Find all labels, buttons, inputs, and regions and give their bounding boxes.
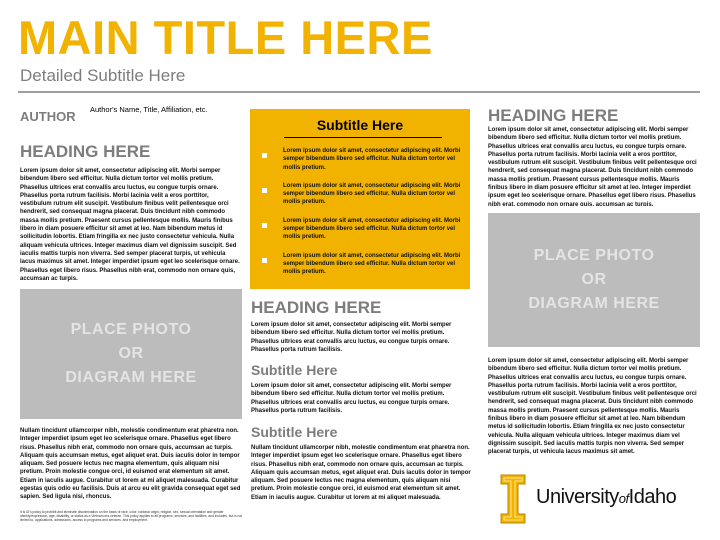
list-item [262, 147, 462, 172]
photo-label-line2: OR [118, 345, 144, 362]
author-info: Author's Name, Title, Affiliation, etc. [90, 105, 208, 114]
highlight-box [250, 109, 470, 289]
header-divider [18, 91, 700, 93]
photo-label-line2: OR [581, 271, 607, 288]
author-label: AUTHOR [20, 109, 76, 124]
col1-photo-placeholder [20, 289, 242, 419]
col2-heading: HEADING HERE [251, 298, 382, 317]
bullet-list [262, 147, 462, 287]
wordmark-part: Idaho [628, 486, 677, 508]
fineprint: It is UI's policy to prohibit and eliminate discrimination on the basis of race, color, national origin, religion, sex, sexual orientation and gender identity/expression, age, disability, or status as a Vietnam-era veteran. This policy applies to all programs, services, and facilities, and includes, but is not limited to, applications, admissions, access to programs and services, and employment. [20, 510, 243, 523]
photo-label-line3: DIAGRAM HERE [65, 369, 197, 386]
col2-subtitle-1: Subtitle Here [251, 362, 338, 378]
bullet-square-icon [262, 153, 267, 158]
list-item [262, 217, 462, 242]
bullet-square-icon [262, 258, 267, 263]
bullet-text: Lorem ipsum dolor sit amet, consectetur adipiscing elit. Morbi semper bibendum libero sed efficitur. Nulla dictum tortor vel mollis pretium. [283, 217, 461, 241]
wordmark-part: University [536, 486, 619, 508]
main-subtitle: Detailed Subtitle Here [20, 66, 186, 85]
wordmark-part: of [618, 491, 629, 506]
bullet-square-icon [262, 223, 267, 228]
university-i-logo-icon [500, 474, 526, 524]
bullet-text: Lorem ipsum dolor sit amet, consectetur adipiscing elit. Morbi semper bibendum libero sed efficitur. Nulla dictum tortor vel mollis pretium. [283, 148, 461, 171]
col2-subtitle-2: Subtitle Here [251, 424, 338, 440]
list-item [262, 252, 462, 277]
bullet-square-icon [262, 188, 267, 193]
highlight-box-rule [284, 137, 442, 138]
col3-heading: HEADING HERE [488, 106, 619, 125]
col1-heading: HEADING HERE [20, 142, 151, 161]
col2-body-3: Nullam tincidunt ullamcorper nibh, molestie condimentum erat pharetra non. Integer imperdiet ipsum eget leo scelerisque ornare. Phasellus eget libero risus. Phasellus nibh erat, commodo non ornare quis, accumsan ac turpis. Aliquam quis accumsan metus, eget aliquet erat. Duis iaculis dolor in tempor aliquam. Sed posuere lectus nec magna elementum, quis aliquam nisi pretium. Proin molestie congue orci, id euismod erat elementum sit amet. Etiam in iaculis augue. Curabitur ut lorem at mi aliquet malesuada. [251, 445, 471, 501]
col1-body: Lorem ipsum dolor sit amet, consectetur adipiscing elit. Morbi semper bibendum libero sed efficitur. Nulla dictum tortor vel mollis pretium. Phasellus ultrices erat convallis arcu luctus, eu congue turpis ornare. Phasellus porta rutrum facilisis. Morbi lacinia velit a eros porttitor, vestibulum rutrum elit suscipit. Vestibulum finibus velit pellentesque orci hendrerit, sed consequat magna placerat. Duis tincidunt nibh commodo massa mollis pretium. Praesent cursus pellentesque mollis. Mauris finibus libero in diam posuere efficitur sit amet at leo. Nam bibendum metus id sollicitudin lobortis. Etiam fringilla ex nec justo consectetur vehicula. Nulla aliquam vehicula ultrices. Integer maximus diam vel dignissim suscipit. Sed iaculis mattis turpis non viverra. Sed semper placerat turpis, ut vehicula lacus maximus sit amet. Integer imperdiet ipsum eget leo scelerisque ornare. Phasellus eget libero risus. Phasellus nibh erat, commodo non ornare quis, accumsan ac turpis. [20, 168, 240, 282]
highlight-box-title: Subtitle Here [316, 117, 404, 133]
col2-body-1: Lorem ipsum dolor sit amet, consectetur adipiscing elit. Morbi semper bibendum libero sed efficitur. Nulla dictum tortor vel mollis pretium. Phasellus ultrices erat convallis arcu luctus, eu congue turpis ornare. Phasellus porta rutrum facilisis. [251, 322, 452, 353]
col1-body-2: Nullam tincidunt ullamcorper nibh, molestie condimentum erat pharetra non. Integer imperdiet ipsum eget leo scelerisque ornare. Phasellus eget libero risus. Phasellus nibh erat, commodo non ornare quis, accumsan ac turpis. Aliquam quis accumsan metus, eget aliquet erat. Duis iaculis dolor in tempor aliquam. Sed posuere lectus nec magna elementum, quis aliquam nisi pretium. Proin molestie congue orci, id euismod erat elementum sit amet. Etiam in iaculis augue. Curabitur ut lorem at mi aliquet malesuada. Curabitur egestas quis odio eu facilisis. Duis at arcu eu elit gravida consequat eget sed sapien. Sed ligula nisi, rhoncus. [20, 428, 241, 501]
col3-body-1: Lorem ipsum dolor sit amet, consectetur adipiscing elit. Morbi semper bibendum libero sed efficitur. Nulla dictum tortor vel mollis pretium. Phasellus ultrices erat convallis arcu luctus, eu congue turpis ornare. Phasellus porta rutrum facilisis. Morbi lacinia velit a eros porttitor, vestibulum rutrum elit suscipit. Vestibulum finibus velit pellentesque orci hendrerit, sed consequat magna placerat. Duis tincidunt nibh commodo massa mollis pretium. Praesent cursus pellentesque mollis. Mauris finibus libero in diam posuere efficitur sit amet at leo. Integer imperdiet ipsum eget leo scelerisque ornare. Phasellus eget libero risus. Phasellus nibh erat, commodo non ornare quis, accumsan ac turpis. [488, 127, 697, 206]
university-logo [500, 474, 700, 526]
list-item [262, 182, 462, 207]
photo-label-line1: PLACE PHOTO [533, 247, 655, 264]
col3-photo-placeholder [488, 213, 700, 347]
col3-body-2: Lorem ipsum dolor sit amet, consectetur adipiscing elit. Morbi semper bibendum libero sed efficitur. Nulla dictum tortor vel mollis pretium. Phasellus ultrices erat convallis arcu luctus, eu congue turpis ornare. Phasellus porta rutrum facilisis. Morbi lacinia velit a eros porttitor, vestibulum rutrum elit suscipit. Vestibulum finibus velit pellentesque orci hendrerit, sed consequat magna placerat. Duis tincidunt nibh commodo massa mollis pretium. Praesent cursus pellentesque mollis. Mauris finibus libero in diam posuere efficitur sit amet at leo. Nam bibendum metus id sollicitudin lobortis. Etiam fringilla ex nec justo consectetur vehicula. Nulla aliquam vehicula ultrices. Integer maximus diam vel dignissim suscipit. Sed iaculis mattis turpis non viverra. Sed semper placerat turpis, ut vehicula lacus maximus sit amet. [488, 358, 697, 456]
university-wordmark [536, 486, 676, 509]
main-title: MAIN TITLE HERE [18, 11, 433, 64]
bullet-text: Lorem ipsum dolor sit amet, consectetur adipiscing elit. Morbi semper bibendum libero sed efficitur. Nulla dictum tortor vel mollis pretium. [283, 252, 461, 276]
bullet-text: Lorem ipsum dolor sit amet, consectetur adipiscing elit. Morbi semper bibendum libero sed efficitur. Nulla dictum tortor vel mollis pretium. [283, 182, 461, 206]
col2-body-2: Lorem ipsum dolor sit amet, consectetur adipiscing elit. Morbi semper bibendum libero sed efficitur. Nulla dictum tortor vel mollis pretium. Phasellus ultrices erat convallis arcu luctus, eu congue turpis ornare. Phasellus porta rutrum facilisis. [251, 383, 452, 414]
photo-label-line1: PLACE PHOTO [70, 321, 192, 338]
photo-label-line3: DIAGRAM HERE [528, 295, 660, 312]
